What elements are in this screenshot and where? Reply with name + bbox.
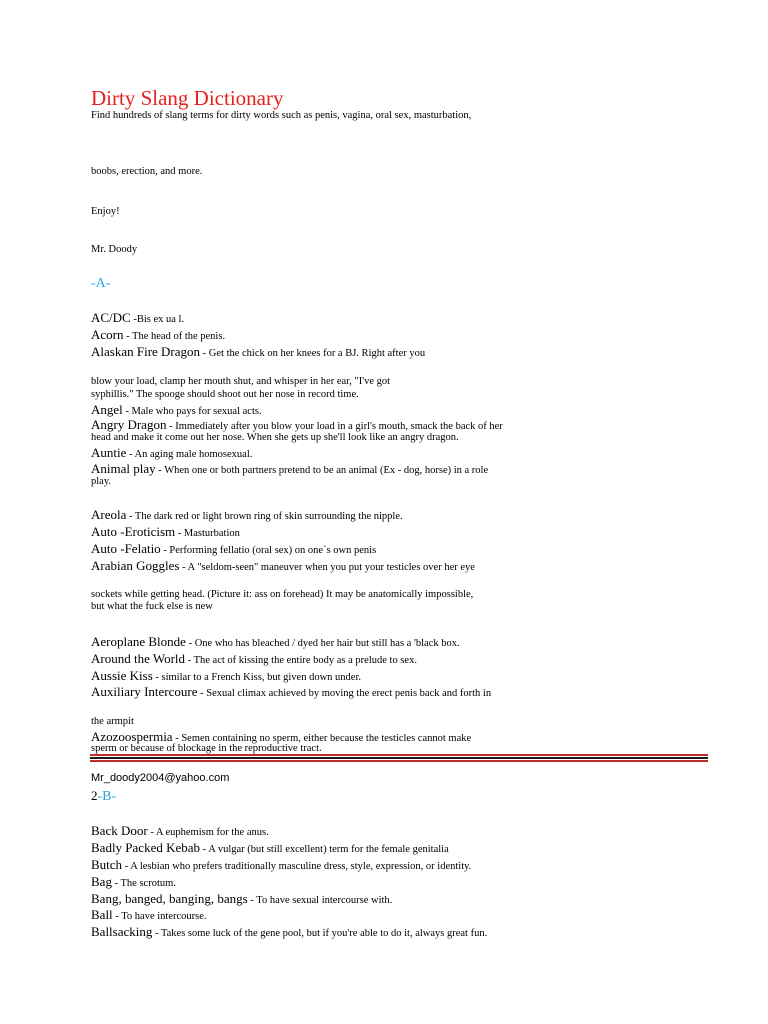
entry-definition: - similar to a French Kiss, but given down under. [152,672,361,683]
list-item [91,857,471,873]
entry-term: Areola [91,507,127,522]
divider-line [90,760,708,762]
entry-definition: - Semen containing no sperm, either because the testicles cannot make [172,733,472,744]
entry-definition: - An aging male homosexual. [126,449,253,460]
intro-enjoy: Enjoy! [91,206,120,217]
entry-term: Auto -Felatio [91,541,161,556]
list-item [91,507,403,523]
entry-continuation: the armpit [91,716,134,727]
entry-definition: - When one or both partners pretend to be an animal (Ex - dog, horse) in a role [155,465,489,476]
list-item [91,344,425,360]
list-item [91,310,184,326]
intro-line-1: Find hundreds of slang terms for dirty words such as penis, vagina, oral sex, masturbation, [91,110,472,121]
list-item [91,907,207,923]
entry-definition: - Immediately after you blow your load in a girl's mouth, smack the back of her [166,421,503,432]
intro-author: Mr. Doody [91,244,138,255]
entry-definition: - Get the chick on her knees for a BJ. Right after you [200,348,426,359]
entry-term: Animal play [91,461,156,476]
entry-term: Ballsacking [91,924,153,939]
entry-term: Angel [91,402,123,417]
list-item [91,891,392,907]
list-item [91,402,262,418]
divider-line [90,757,708,759]
entry-term: Auntie [91,445,127,460]
list-item [91,651,417,667]
entry-term: Butch [91,857,123,872]
entry-term: Badly Packed Kebab [91,840,201,855]
entry-term: Alaskan Fire Dragon [91,344,201,359]
entry-continuation: play. [91,476,112,487]
email-link[interactable]: Mr_doody2004@yahoo.com [91,772,230,784]
entry-term: Bag [91,874,112,889]
entry-term: Ball [91,907,113,922]
entry-definition: - The dark red or light brown ring of skin surrounding the nipple. [126,511,403,522]
entry-definition: - The head of the penis. [123,331,226,342]
entry-continuation: blow your load, clamp her mouth shut, and whisper in her ear, "I've got [91,376,391,387]
entry-term: Angry Dragon [91,417,167,432]
entry-definition: - Male who pays for sexual acts. [122,406,262,417]
entry-definition: - Performing fellatio (oral sex) on one`s own penis [160,545,377,556]
list-item [91,558,475,574]
entry-definition: - A lesbian who prefers traditionally masculine dress, style, expression, or identity. [122,861,472,872]
section-b-heading [91,787,116,805]
page-title: Dirty Slang Dictionary [91,86,284,110]
entry-definition: - To have sexual intercourse with. [247,895,393,906]
entry-term: Bang, banged, banging, bangs [91,891,248,906]
section-b-letter: -B- [97,789,117,804]
entry-continuation: but what the fuck else is new [91,601,213,612]
entry-term: Aussie Kiss [91,668,153,683]
entry-definition: - A "seldom-seen" maneuver when you put your testicles over her eye [179,562,475,573]
entry-definition: - Takes some luck of the gene pool, but if you're able to do it, always great fun. [152,928,488,939]
page-number: 2 [91,788,98,803]
entry-definition: - The act of kissing the entire body as a prelude to sex. [185,655,417,666]
entry-term: Acorn [91,327,124,342]
entry-definition: - The scrotum. [111,878,176,889]
list-item [91,417,503,433]
divider-line [90,754,708,756]
entry-definition: - To have intercourse. [112,911,207,922]
entry-definition: - A euphemism for the anus. [147,827,269,838]
entry-term: Back Door [91,823,148,838]
entry-definition: - A vulgar (but still excellent) term for the female genitalia [200,844,449,855]
entry-term: Aeroplane Blonde [91,634,186,649]
list-item [91,874,176,890]
entry-continuation: syphillis." The spooge should shoot out her nose in record time. [91,389,359,400]
entry-term: Azozoospermia [91,729,173,744]
entry-term: Around the World [91,651,186,666]
list-item [91,823,269,839]
entry-definition: -Bis ex ua l. [130,314,185,325]
list-item [91,541,376,557]
list-item [91,684,491,700]
entry-term: Arabian Goggles [91,558,180,573]
list-item [91,924,487,940]
entry-continuation: head and make it come out her nose. When she gets up she'll look like an angry dragon. [91,432,459,443]
entry-term: Auto -Eroticism [91,524,176,539]
list-item [91,524,240,540]
list-item [91,461,488,477]
entry-definition: - Sexual climax achieved by moving the erect penis back and forth in [197,688,492,699]
entry-continuation: sperm or because of blockage in the reproductive tract. [91,743,322,754]
list-item [91,634,460,650]
list-item [91,840,449,856]
intro-line-2: boobs, erection, and more. [91,166,203,177]
list-item [91,327,225,343]
list-item [91,445,252,461]
list-item [91,668,361,684]
entry-term: Auxiliary Intercoure [91,684,198,699]
entry-term: AC/DC [91,310,131,325]
entry-definition: - One who has bleached / dyed her hair but still has a 'black box. [185,638,460,649]
section-a-heading: -A- [91,276,111,291]
entry-continuation: sockets while getting head. (Picture it: ass on forehead) It may be anatomically impossible, [91,589,474,600]
entry-definition: - Masturbation [175,528,240,539]
